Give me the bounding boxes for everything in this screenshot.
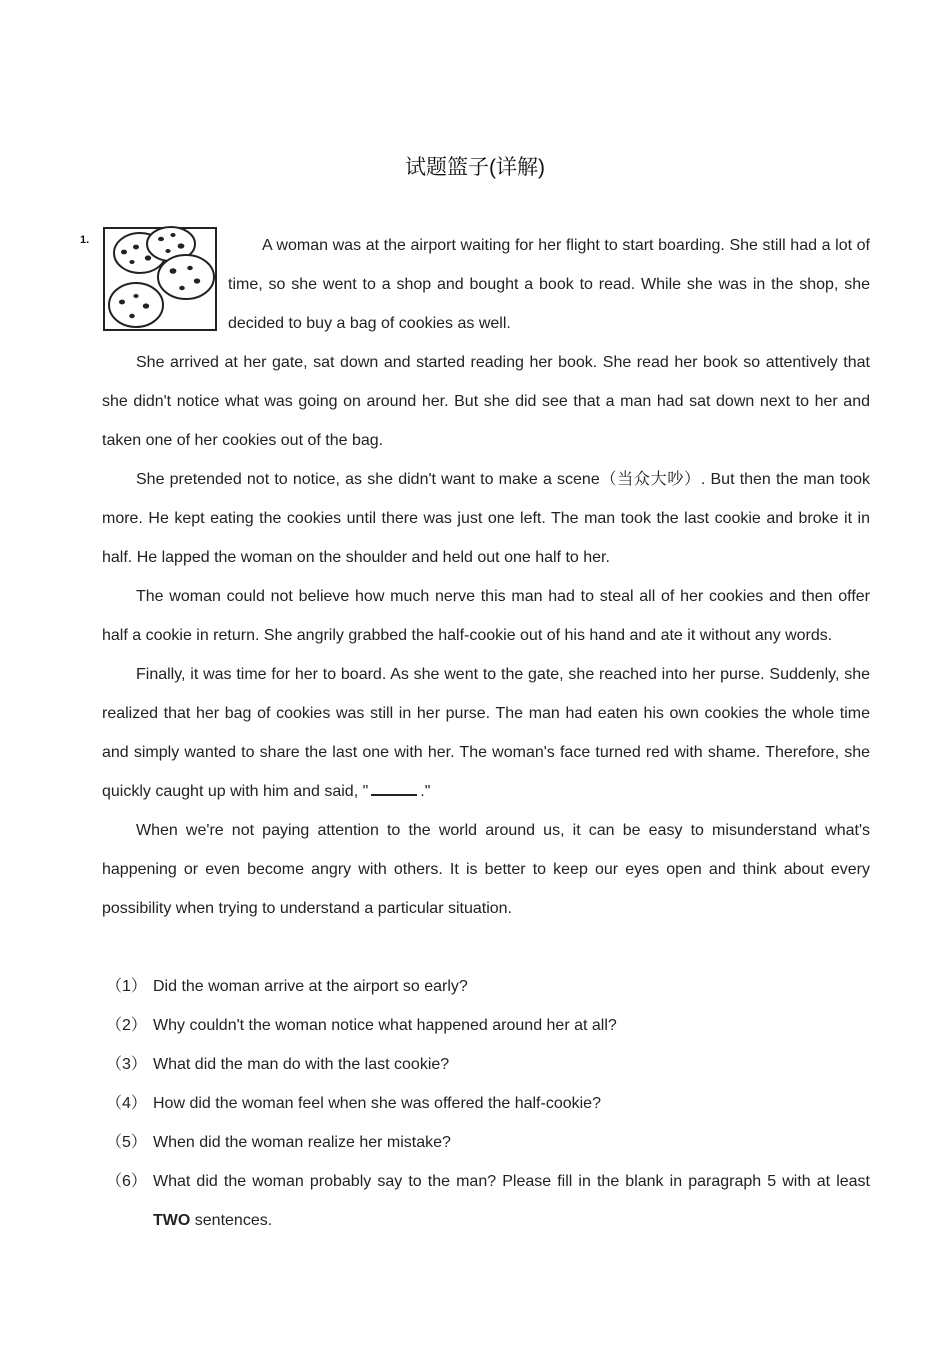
- page-title: 试题篮子(详解): [405, 156, 545, 179]
- paragraph-4: The woman could not believe how much nerve this man had to steal all of her cookies and then offer half a cookie in return. She angrily grabbed the half-cookie out of his hand and ate it without any words.: [102, 588, 870, 644]
- paragraph-3: She pretended not to notice, as she didn't want to make a scene（当众大吵）. But then the man took more. He kept eating the cookies until there was just one left. The man took the last cookie and broke it in half. He lapped the woman on the shoulder and held out one half to her.: [102, 471, 870, 566]
- reading-passage: [102, 226, 870, 928]
- paragraph-6: When we're not paying attention to the world around us, it can be easy to misunderstand what's happening or even become angry with others. It is better to keep our eyes open and think about every possibility when trying to understand a particular situation.: [102, 822, 870, 917]
- question-item: [106, 1006, 870, 1045]
- question-item: [106, 967, 870, 1006]
- question-text: Why couldn't the woman notice what happened around her at all?: [153, 1017, 617, 1034]
- question-label: （3）: [106, 1056, 147, 1073]
- question-text: When did the woman realize her mistake?: [153, 1134, 451, 1151]
- question-item: [106, 1123, 870, 1162]
- question-item: [106, 1162, 870, 1240]
- paragraph-2: She arrived at her gate, sat down and started reading her book. She read her book so attentively that she didn't notice what was going on around her. But she did see that a man had sat down next to her and taken one of her cookies out of the bag.: [102, 354, 870, 449]
- question-text: What did the woman probably say to the man? Please fill in the blank in paragraph 5 with at least TWO sentences.: [153, 1173, 870, 1229]
- question-text: What did the man do with the last cookie?: [153, 1056, 450, 1073]
- question-item: [106, 1084, 870, 1123]
- question-label: （2）: [106, 1017, 147, 1034]
- question-text: How did the woman feel when she was offered the half-cookie?: [153, 1095, 601, 1112]
- question-label: （6）: [106, 1173, 147, 1190]
- paragraph-1: A woman was at the airport waiting for her flight to start boarding. She still had a lot of time, so she went to a shop and bought a book to read. While she was in the shop, she decided to buy a bag of cookies as well.: [102, 226, 870, 343]
- emphasis-two: TWO: [153, 1212, 191, 1229]
- question-label: （1）: [106, 978, 147, 995]
- question-item: [106, 1045, 870, 1084]
- cookies-image: [102, 226, 218, 332]
- paragraph-5: Finally, it was time for her to board. As she went to the gate, she reached into her purse. Suddenly, she realized that her bag of cookies was still in her purse. The man had eaten his own cookies the whole time and simply wanted to share the last one with her. The woman's face turned red with shame. Therefore, she quickly caught up with him and said, " .": [102, 666, 870, 800]
- question-label: （4）: [106, 1095, 147, 1112]
- question-list: [106, 967, 870, 1240]
- answer-blank: [371, 780, 417, 796]
- question-number: 1.: [80, 234, 90, 246]
- question-text: Did the woman arrive at the airport so early?: [153, 978, 468, 995]
- question-label: （5）: [106, 1134, 147, 1151]
